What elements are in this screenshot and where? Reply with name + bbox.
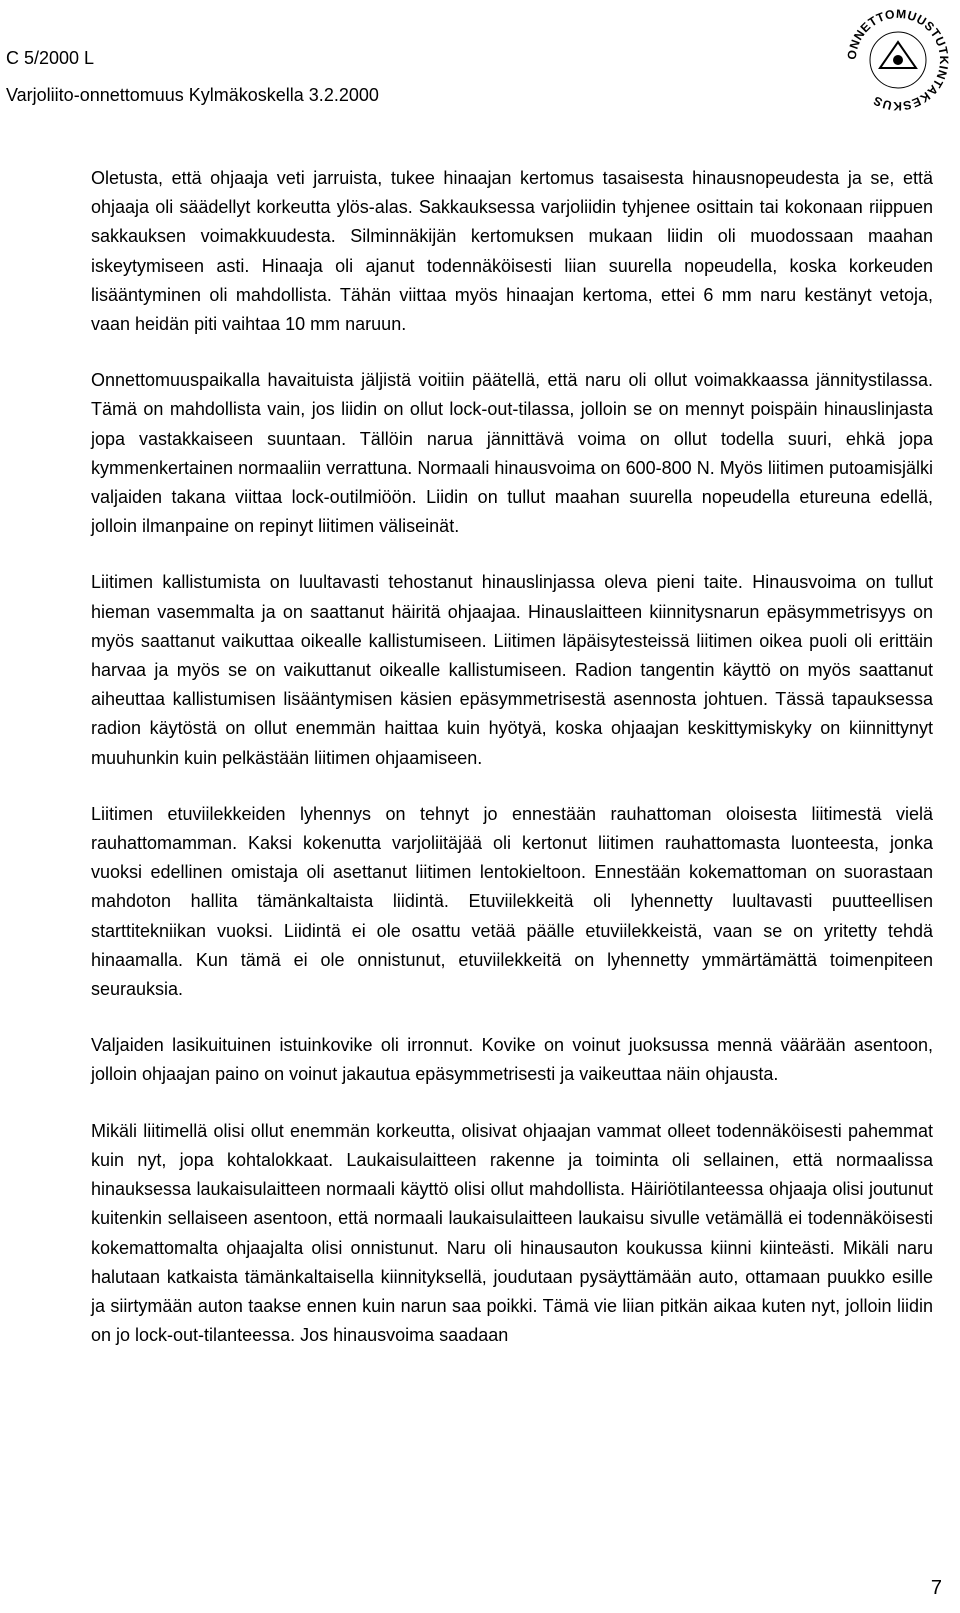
paragraph: Valjaiden lasikuituinen istuinkovike oli irronnut. Kovike on voinut juoksussa mennä väärään asentoon, jolloin ohjaajan paino on voinut jakautua epäsymmetrisesti ja vaikeuttaa näin ohjausta. xyxy=(91,1035,933,1085)
body-text xyxy=(91,164,933,1377)
paragraph: Liitimen kallistumista on luultavasti tehostanut hinauslinjassa oleva pieni taite. Hinausvoima on tullut hieman vasemmalta ja on saattanut häiritä ohjaajaa. Hinauslaitteen kiinnitysnarun epäsymmetrisyys on myös saattanut vaikuttaa oikealle kallistumiseen. Liitimen läpäisytesteissä liitimen oikea puoli oli erittäin harvaa ja myös se on vaikuttanut oikealle kallistumiseen. Radion tangentin käyttö on myös saattanut aiheuttaa kallistumisen lisääntymisen käsien epäsymmetrisestä asennosta johtuen. Tässä tapauksessa radion käytöstä on ollut enemmän haittaa kuin hyötyä, koska ohjaajan keskittymiskyky on kiinnittynyt muuhunkin kuin pelkästään liitimen ohjaamiseen. xyxy=(91,572,933,768)
svg-text:ONNETTOMUUSTUTKINTAKESKUS: ONNETTOMUUSTUTKINTAKESKUS xyxy=(844,6,952,114)
page-header xyxy=(6,46,379,107)
paragraph: Oletusta, että ohjaaja veti jarruista, tukee hinaajan kertomus tasaisesta hinausnopeudesta ja se, että ohjaaja oli säädellyt korkeutta ylös-alas. Sakkauksessa varjoliidin tyhjenee osittain tai kokonaan riippuen sakkauksen voimakkuudesta. Silminnäkijän kertomuksen mukaan liidin oli muodossaan maahan iskeytymiseen asti. Hinaaja oli ajanut todennäköisesti liian suurella nopeudella, koska korkeuden lisääntyminen oli mahdollista. Tähän viittaa myös hinaajan kertoma, ettei 6 mm naru kestänyt vetoja, vaan heidän piti vaihtaa 10 mm naruun. xyxy=(91,168,933,335)
document-title: Varjoliito-onnettomuus Kylmäkoskella 3.2.2000 xyxy=(6,85,379,105)
paragraph: Liitimen etuviilekkeiden lyhennys on tehnyt jo ennestään rauhattoman oloisesta liitimestä vielä rauhattomamman. Kaksi kokenutta varjoliitäjää oli kertonut liitimen rauhattomasta luonteesta, jonka vuoksi edellinen omistaja oli asettanut liitimen lentokieltoon. Ennestään kokemattoman on suorastaan mahdoton hallita tämänkaltaista liidintä. Etuviilekkeitä oli lyhennetty luultavasti puutteellisen starttitekniikan vuoksi. Liidintä ei ole osattu vetää päälle etuviilekkeistä, vaan se on yritetty tehdä hinaamalla. Kun tämä ei ole onnistunut, etuviilekkeitä on lyhennetty ymmärtämättä toimenpiteen seurauksia. xyxy=(91,803,933,1000)
paragraph: Mikäli liitimellä olisi ollut enemmän korkeutta, olisivat ohjaajan vammat olleet todennäköisesti pahemmat kuin nyt, jopa kohtalokkaat. Laukaisulaitteen rakenne ja toiminta oli sellainen, että normaalissa hinauksessa laukaisulaitteen normaali käyttö olisi ollut mahdollista. Häiriötilanteessa ohjaaja olisi joutunut kuitenkin sellaiseen asentoon, että normaali laukaisulaitteen laukaisu sivulle vetämällä ei todennäköisesti kokemattomalta ohjaajalta olisi onnistunut. Naru oli hinausauton koukussa kiinni kiinteästi. Mikäli naru halutaan katkaista tämänkaltaisella kiinnityksellä, joudutaan pysäyttämään auto, ottamaan puukko esille ja siirtymään auton taakse ennen kuin narun saa poikki. Tämä vie liian pitkän aikaa kuten nyt, jolloin liidin on jo lock-out-tilanteessa. Jos hinausvoima saadaan xyxy=(91,1120,933,1346)
document-code: C 5/2000 L xyxy=(6,48,95,68)
page-number: 7 xyxy=(930,1577,942,1599)
seal-logo-icon xyxy=(840,2,956,118)
paragraph: Onnettomuuspaikalla havaituista jäljistä voitiin päätellä, että naru oli ollut voimakkaassa jännitystilassa. Tämä on mahdollista vain, jos liidin on ollut lock-out-tilassa, jolloin se on mennyt poispäin hinauslinjasta jopa vastakkaiseen suuntaan. Tällöin narua jännittävä voima on ollut todella suuri, ehkä jopa kymmenkertainen normaaliin verrattuna. Normaali hinausvoima on 600-800 N. Myös liitimen putoamisjälki valjaiden takana viittaa lock-outilmiöön. Liidin on tullut maahan suurella nopeudella etureuna edellä, jolloin ilmanpaine on repinyt liitimen väliseinät. xyxy=(91,370,933,537)
